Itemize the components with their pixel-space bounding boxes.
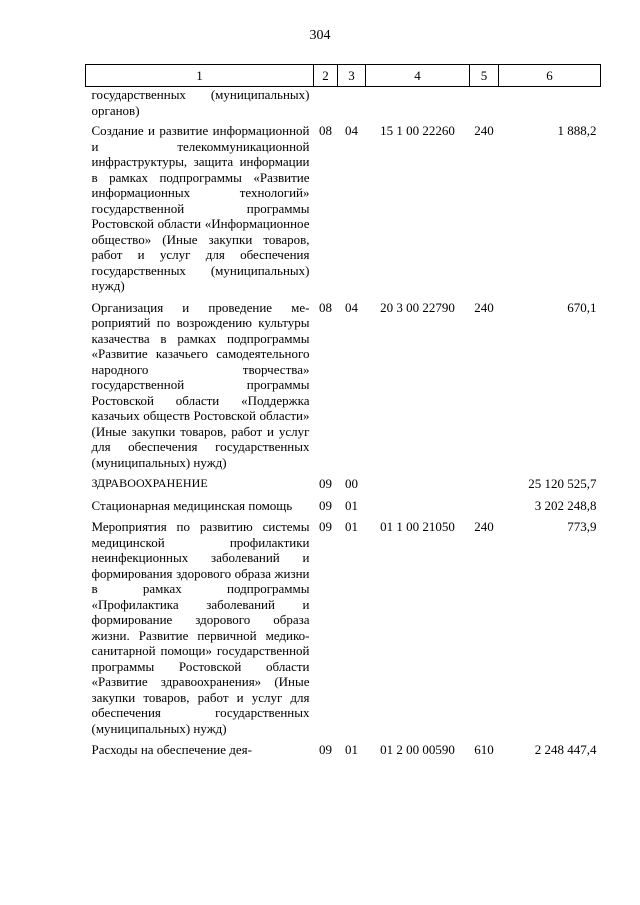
row-target-code bbox=[366, 87, 470, 121]
row-target-code: 15 1 00 22260 bbox=[380, 123, 455, 138]
row-amount: 2 248 447,4 bbox=[534, 742, 597, 757]
row-target-code: 20 3 00 22790 bbox=[380, 299, 455, 315]
header-col-6: 6 bbox=[499, 65, 601, 87]
table-row bbox=[86, 297, 601, 474]
row-subsection-code: 01 bbox=[345, 497, 358, 513]
row-description: Стационарная медицинская помощь bbox=[91, 497, 293, 513]
row-section-code: 09 bbox=[319, 497, 332, 513]
row-description: Расходы на обеспечение дея- bbox=[91, 742, 252, 757]
table-header-row bbox=[86, 65, 601, 87]
header-col-5: 5 bbox=[470, 65, 499, 87]
row-target-code bbox=[366, 495, 470, 517]
row-description: Мероприятия по развитию системы медицинской профилактики неинфекционных заболеваний и формирования здорового образа жизни в рамках подпрограммы «Профилактика заболеваний и формирование здорового образа жизни. Развитие первичной медико-санитарной помощи» государственной программы Ростовской области «Развитие здравоохранения» (Иные закупки товаров, работ и услуг для обеспечения государственных (муниципальных) нужд) bbox=[91, 519, 310, 736]
row-amount: 1 888,2 bbox=[557, 123, 597, 138]
row-amount: 773,9 bbox=[567, 519, 597, 534]
row-subsection-code: 01 bbox=[345, 519, 358, 534]
row-amount: 670,1 bbox=[567, 299, 597, 315]
table-row bbox=[86, 87, 601, 121]
row-section-code: 08 bbox=[319, 299, 332, 315]
row-section-code: 09 bbox=[319, 519, 332, 534]
row-expense-type bbox=[470, 473, 499, 495]
row-amount: 3 202 248,8 bbox=[534, 497, 597, 513]
row-subsection-code: 04 bbox=[345, 123, 358, 138]
row-description: Создание и развитие информационной и телекоммуникационной инфраструктуры, защита информации в рамках подпрограммы «Развитие информационных технологий» государственной программы Ростовской области «Информационное общество» (Иные закупки товаров, работ и услуг для обеспечения государственных (муниципальных) нужд) bbox=[91, 123, 310, 293]
row-expense-type bbox=[470, 495, 499, 517]
row-expense-type bbox=[470, 87, 499, 121]
row-expense-type: 240 bbox=[474, 299, 494, 315]
row-expense-type: 240 bbox=[474, 519, 494, 534]
table-row-section bbox=[86, 473, 601, 495]
row-description: государственных (муниципальных) органов) bbox=[91, 87, 310, 118]
row-subsection-code: 01 bbox=[345, 742, 358, 757]
row-amount: 25 120 525,7 bbox=[528, 476, 597, 491]
row-target-code: 01 2 00 00590 bbox=[380, 742, 455, 757]
header-col-3: 3 bbox=[338, 65, 366, 87]
table-row bbox=[86, 516, 601, 739]
section-title: ЗДРАВООХРАНЕНИЕ bbox=[91, 476, 208, 490]
table-row bbox=[86, 120, 601, 297]
row-section-code: 09 bbox=[319, 476, 332, 491]
row-target-code bbox=[366, 473, 470, 495]
row-expense-type: 240 bbox=[474, 123, 494, 138]
row-subsection-code: 00 bbox=[345, 476, 358, 491]
row-description: Организация и проведение мероприятий по возрождению культуры казачества в рамках подпрограммы «Развитие казачьего самодеятельного народного творчества» государственной программы Ростовской области «Поддержка казачьих обществ Ростовской области» (Иные закупки товаров, работ и услуг для обеспечения государственных (муниципальных) нужд) bbox=[91, 299, 310, 470]
row-subsection-code: 04 bbox=[345, 299, 358, 315]
row-section-code: 09 bbox=[319, 742, 332, 757]
budget-table bbox=[85, 64, 601, 761]
header-col-2: 2 bbox=[314, 65, 338, 87]
table-row bbox=[86, 495, 601, 517]
row-section-code bbox=[314, 87, 338, 121]
header-col-1: 1 bbox=[86, 65, 314, 87]
row-amount bbox=[499, 87, 601, 121]
page-number: 304 bbox=[309, 28, 331, 43]
row-subsection-code bbox=[338, 87, 366, 121]
row-expense-type: 610 bbox=[474, 742, 494, 757]
row-section-code: 08 bbox=[319, 123, 332, 138]
row-target-code: 01 1 00 21050 bbox=[380, 519, 455, 534]
header-col-4: 4 bbox=[366, 65, 470, 87]
table-row bbox=[86, 739, 601, 761]
